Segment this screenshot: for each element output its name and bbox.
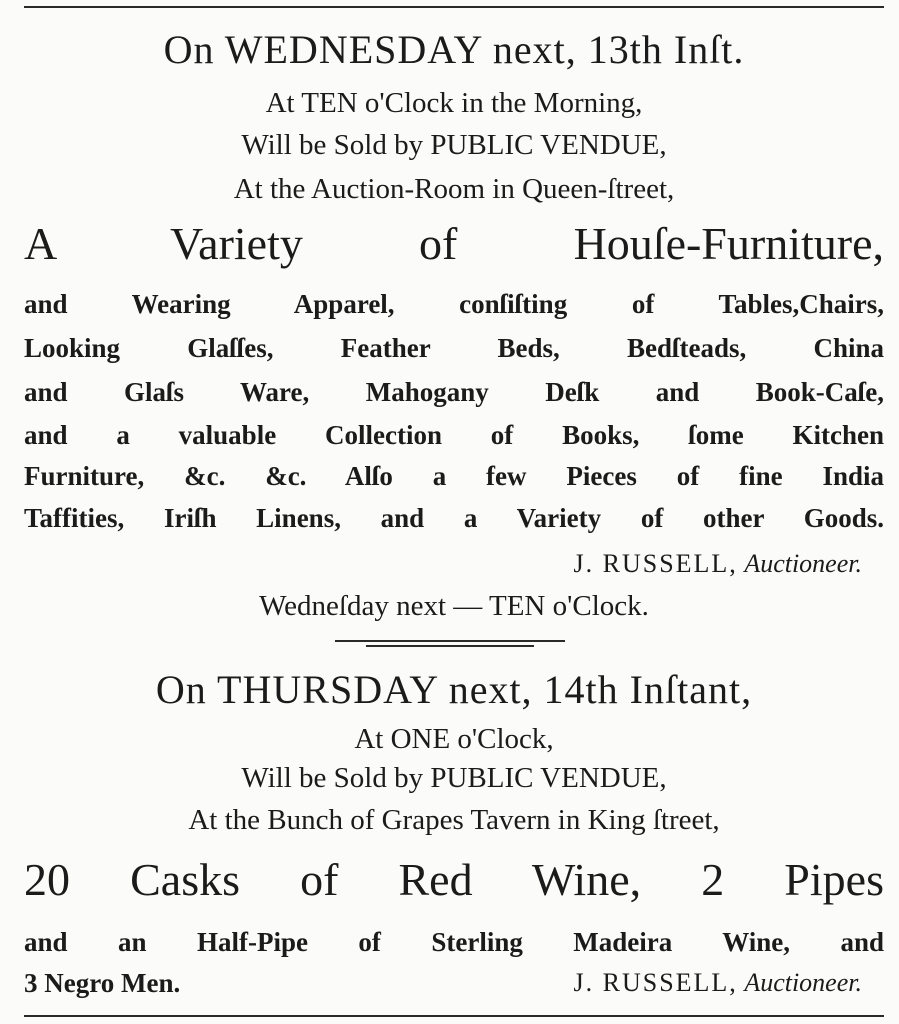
ad2-last-line: 3 Negro Men. (24, 968, 181, 998)
ad1-headline: On WEDNESDAY next, 13th Inſt. (163, 27, 745, 72)
ad2-place-line: At the Bunch of Grapes Tavern in King ſtreet, (188, 804, 720, 836)
auctioneer-role: Auctioneer. (744, 549, 862, 578)
ad2-headline: On THURSDAY next, 14th Inſtant, (155, 667, 753, 712)
separator-rule (335, 640, 565, 642)
ad1-body-line: Furniture, &c. &c. Alſo a few Pieces of fine India (24, 461, 884, 491)
ad1-body-line: Taffities, Iriſh Linens, and a Variety of other Goods. (24, 503, 884, 533)
ad-separator (0, 640, 899, 652)
top-rule (24, 6, 884, 8)
ad1-body-line: and Glaſs Ware, Mahogany Deſk and Book-Caſe, (24, 377, 884, 407)
auctioneer-name: J. RUSSELL, (573, 968, 738, 997)
ad1-signature (24, 551, 862, 577)
ad1-sale-line: Will be Sold by PUBLIC VENDUE, (241, 129, 667, 161)
auctioneer-role: Auctioneer. (744, 968, 862, 997)
bottom-rule (24, 1015, 884, 1017)
ad1-footer: Wedneſday next — TEN o'Clock. (259, 590, 649, 622)
ad1-title: A Variety of Houſe-Furniture, (24, 218, 884, 269)
ad2-signature (24, 970, 862, 996)
ad2-sale-line: Will be Sold by PUBLIC VENDUE, (241, 762, 667, 794)
separator-rule (366, 645, 534, 647)
ad2-time-line: At ONE o'Clock, (354, 723, 554, 755)
ad2-body-line: and an Half-Pipe of Sterling Madeira Wine, and (24, 927, 884, 957)
ad1-place-line: At the Auction-Room in Queen-ſtreet, (233, 173, 675, 205)
ad1-body-line: and Wearing Apparel, conſiſting of Tables,Chairs, (24, 289, 884, 319)
auctioneer-name: J. RUSSELL, (573, 549, 738, 578)
ad1-body-line: Looking Glaſſes, Feather Beds, Bedſteads, China (24, 333, 884, 363)
ad1-body-line: and a valuable Collection of Books, ſome Kitchen (24, 420, 884, 450)
ad1-time-line: At TEN o'Clock in the Morning, (265, 87, 643, 119)
ad2-title: 20 Casks of Red Wine, 2 Pipes (24, 854, 884, 905)
